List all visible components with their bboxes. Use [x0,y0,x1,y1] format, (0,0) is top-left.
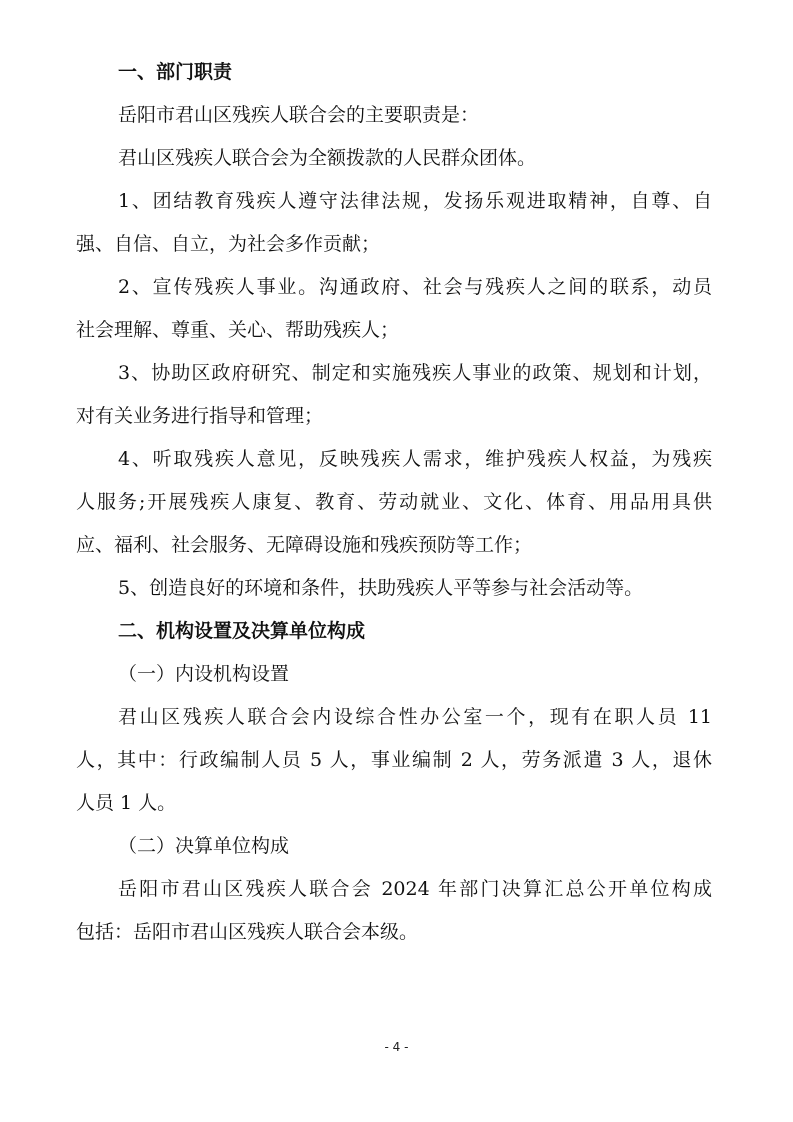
item4-line1: 4、听取残疾人意见，反映残疾人需求，维护残疾人权益，为残疾 [118,448,712,470]
item3-line1: 3、协助区政府研究、制定和实施残疾人事业的政策、规划和计划， [118,362,712,384]
sub1-line1: 君山区残疾人联合会内设综合性办公室一个，现有在职人员 11 [118,706,712,728]
subsection1-heading: （一）内设机构设置 [118,663,290,685]
section1-heading: 一、部门职责 [118,61,233,83]
item2-line1: 2、宣传残疾人事业。沟通政府、社会与残疾人之间的联系，动员 [118,276,712,298]
sub2-line2: 包括：岳阳市君山区残疾人联合会本级。 [76,921,419,943]
item1-line1: 1、团结教育残疾人遵守法律法规，发扬乐观进取精神，自尊、自 [118,190,712,212]
section1-nature: 君山区残疾人联合会为全额拨款的人民群众团体。 [118,147,537,169]
item4-line2: 人服务;开展残疾人康复、教育、劳动就业、文化、体育、用品用具供 [76,491,712,513]
item2-line2: 社会理解、尊重、关心、帮助残疾人； [76,319,400,341]
item5: 5、创造良好的环境和条件，扶助残疾人平等参与社会活动等。 [118,577,644,599]
subsection2-heading: （二）决算单位构成 [118,835,290,857]
section2-heading: 二、机构设置及决算单位构成 [118,620,366,642]
sub1-line2: 人，其中：行政编制人员 5 人，事业编制 2 人，劳务派遣 3 人，退休 [76,749,712,771]
item3-line2: 对有关业务进行指导和管理； [76,405,324,427]
item4-line3: 应、福利、社会服务、无障碍设施和残疾预防等工作； [76,534,533,556]
page-number: - 4 - [384,1040,409,1054]
section1-intro: 岳阳市君山区残疾人联合会的主要职责是： [118,104,480,126]
item1-line2: 强、自信、自立，为社会多作贡献； [76,233,381,255]
sub1-line3: 人员 1 人。 [76,792,177,814]
sub2-line1: 岳阳市君山区残疾人联合会 2024 年部门决算汇总公开单位构成 [118,878,712,900]
